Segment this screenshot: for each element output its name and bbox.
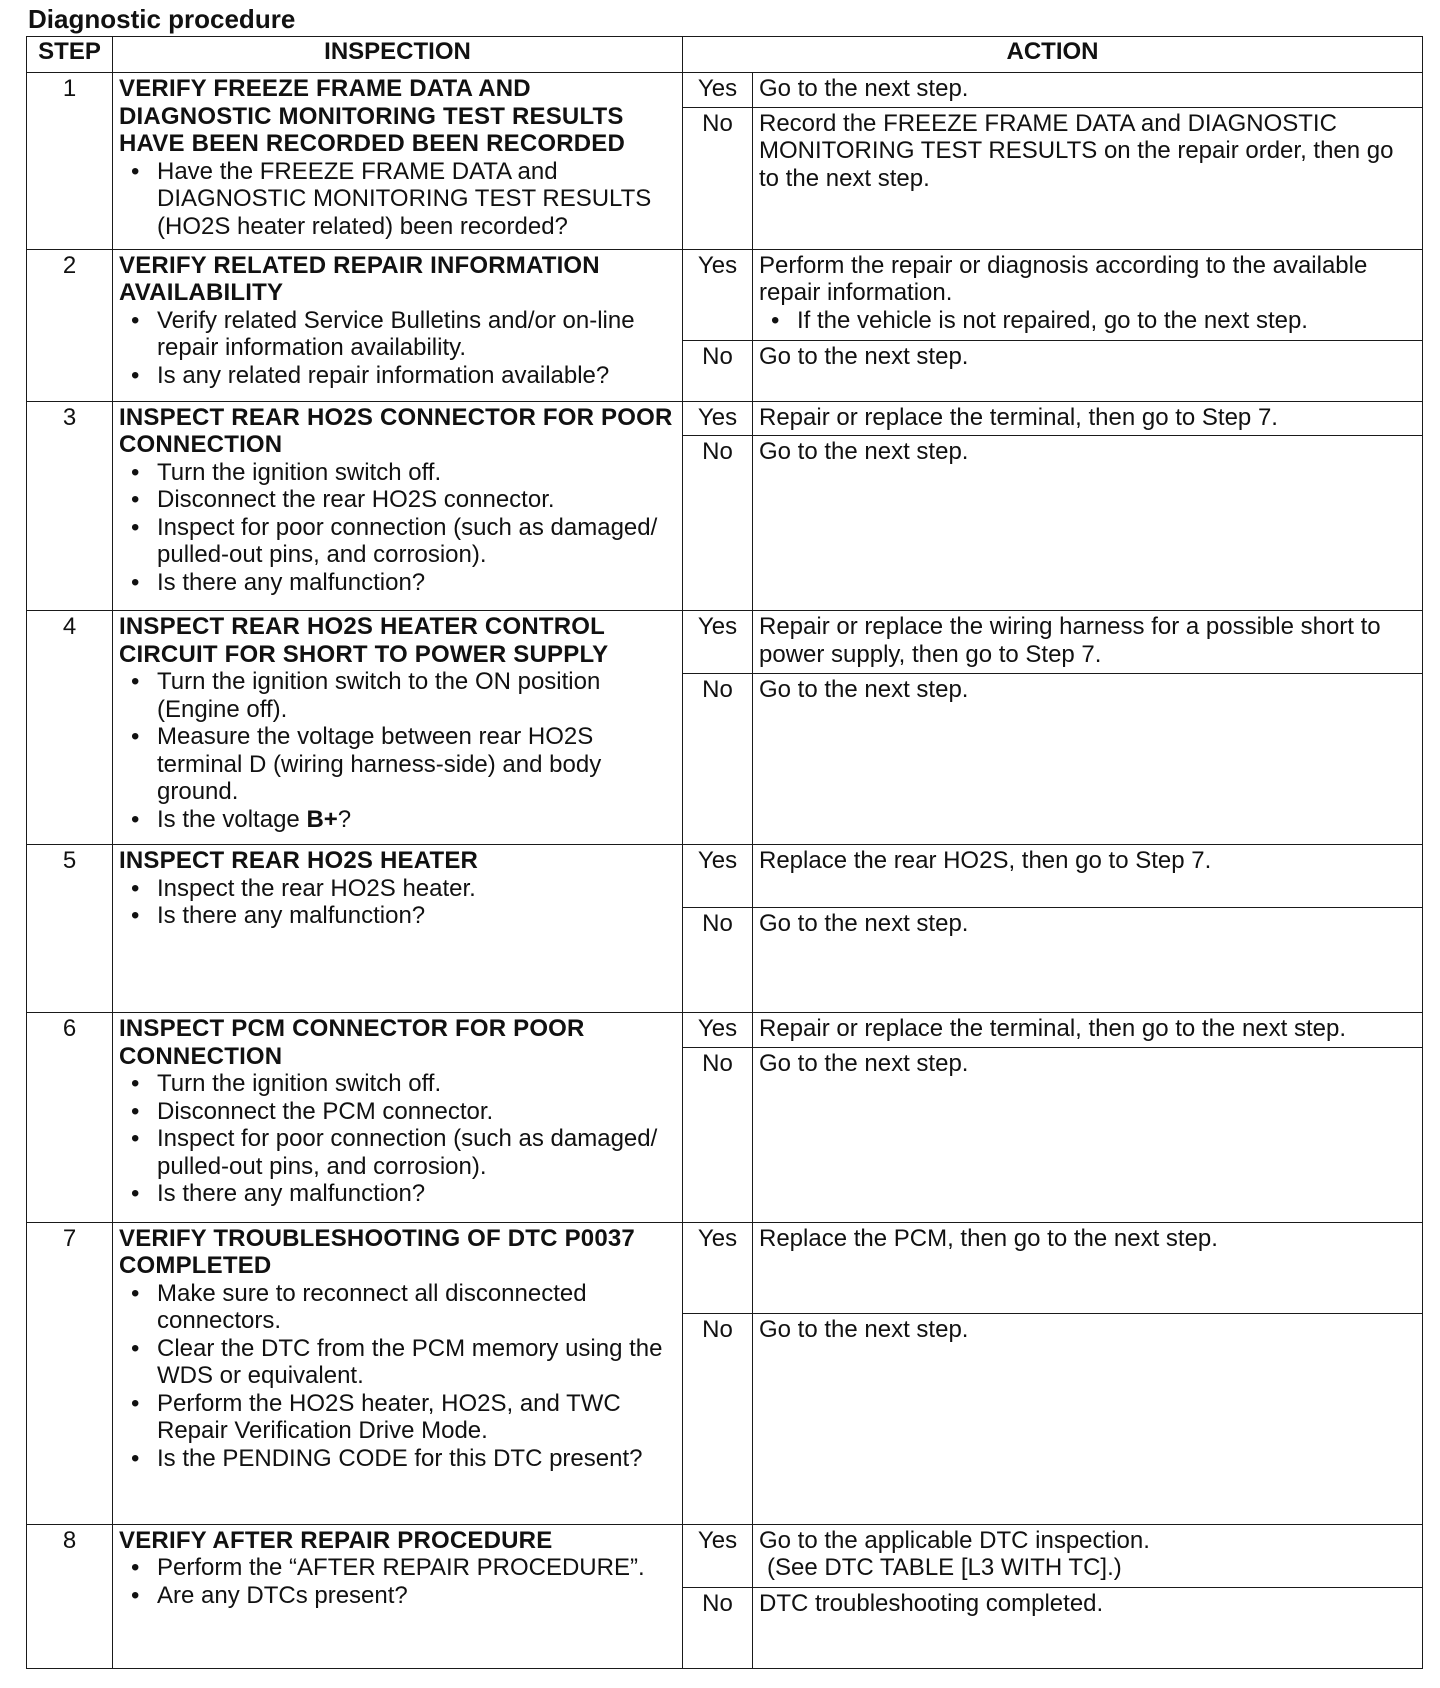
step-number: 8	[27, 1524, 113, 1668]
step-number: 2	[27, 249, 113, 401]
no-action: Go to the next step.	[753, 674, 1423, 845]
inspection-cell	[113, 73, 683, 250]
no-action: Go to the next step.	[753, 1313, 1423, 1524]
inspection-cell	[113, 249, 683, 401]
page-title: Diagnostic procedure	[28, 4, 296, 34]
no-action: Go to the next step.	[753, 436, 1423, 611]
inspection-bullet: • Is there any malfunction?	[119, 902, 676, 930]
table-row	[27, 73, 1423, 108]
inspection-cell	[113, 611, 683, 845]
dtc-table-reference: (See DTC TABLE [L3 WITH TC].)	[767, 1554, 1122, 1581]
step-number: 5	[27, 845, 113, 1013]
inspection-title: VERIFY FREEZE FRAME DATA AND DIAGNOSTIC MONITORING TEST RESULTS HAVE BEEN RECORDED BEEN RECORDED	[119, 75, 626, 157]
inspection-title: VERIFY AFTER REPAIR PROCEDURE	[119, 1526, 553, 1554]
inspection-cell	[113, 1524, 683, 1668]
no-label: No	[683, 340, 753, 401]
yes-action: Replace the rear HO2S, then go to Step 7.	[753, 845, 1423, 908]
inspection-bullet: • Turn the ignition switch off.	[119, 1070, 676, 1098]
yes-action: Go to the next step.	[753, 73, 1423, 108]
inspection-title: INSPECT REAR HO2S CONNECTOR FOR POOR CONNECTION	[119, 403, 673, 458]
inspection-title: INSPECT REAR HO2S HEATER	[119, 847, 479, 874]
bullet-text: Is the voltage	[157, 805, 307, 833]
header-inspection: INSPECTION	[113, 37, 683, 73]
no-action: Record the FREEZE FRAME DATA and DIAGNOSTIC MONITORING TEST RESULTS on the repair order, then go to the next step.	[753, 107, 1423, 249]
yes-label: Yes	[683, 1222, 753, 1313]
inspection-bullet: • Make sure to reconnect all disconnected connectors.	[119, 1280, 676, 1335]
table-header-row	[27, 37, 1423, 73]
inspection-cell	[113, 845, 683, 1013]
inspection-bullet: • Have the FREEZE FRAME DATA and DIAGNOSTIC MONITORING TEST RESULTS (HO2S heater related) been recorded?	[119, 158, 676, 241]
inspection-bullet: • Clear the DTC from the PCM memory using the WDS or equivalent.	[119, 1335, 676, 1390]
inspection-bullet: • Is any related repair information available?	[119, 362, 676, 390]
step-number: 6	[27, 1013, 113, 1223]
diagnostic-procedure-table	[26, 36, 1423, 1669]
inspection-bullet: • Turn the ignition switch off.	[119, 459, 676, 487]
no-label: No	[683, 908, 753, 1013]
header-step: STEP	[27, 37, 113, 73]
table-row	[27, 1013, 1423, 1048]
yes-action-cell	[753, 249, 1423, 340]
inspection-bullet: • Is there any malfunction?	[119, 1180, 676, 1208]
inspection-bullet: • Disconnect the PCM connector.	[119, 1098, 676, 1126]
inspection-bullets	[119, 158, 676, 241]
inspection-bullet	[119, 806, 676, 834]
voltage-value: B+	[306, 805, 338, 833]
yes-action-cell	[753, 1524, 1423, 1587]
inspection-bullets	[119, 307, 676, 390]
inspection-bullet: • Measure the voltage between rear HO2S terminal D (wiring harness-side) and body ground.	[119, 723, 676, 806]
step-number: 7	[27, 1222, 113, 1524]
inspection-bullets	[119, 668, 676, 833]
no-label: No	[683, 436, 753, 611]
yes-label: Yes	[683, 1524, 753, 1587]
no-label: No	[683, 107, 753, 249]
inspection-bullet: • Verify related Service Bulletins and/or on-line repair information availability.	[119, 307, 676, 362]
table-row	[27, 249, 1423, 340]
no-label: No	[683, 674, 753, 845]
yes-label: Yes	[683, 73, 753, 108]
inspection-bullets	[119, 459, 676, 597]
inspection-bullets	[119, 1280, 676, 1473]
step-number: 3	[27, 401, 113, 611]
inspection-bullet: • Perform the HO2S heater, HO2S, and TWC Repair Verification Drive Mode.	[119, 1390, 676, 1445]
inspection-cell	[113, 401, 683, 611]
inspection-title: INSPECT REAR HO2S HEATER CONTROL CIRCUIT FOR SHORT TO POWER SUPPLY	[119, 613, 609, 668]
no-action: DTC troubleshooting completed.	[753, 1587, 1423, 1668]
step-number: 4	[27, 611, 113, 845]
no-action: Go to the next step.	[753, 1047, 1423, 1222]
yes-label: Yes	[683, 1013, 753, 1048]
yes-action: Repair or replace the terminal, then go to Step 7.	[753, 401, 1423, 436]
table-row	[27, 1222, 1423, 1313]
yes-label: Yes	[683, 611, 753, 674]
yes-action: Go to the applicable DTC inspection.	[759, 1526, 1150, 1554]
no-label: No	[683, 1587, 753, 1668]
yes-label: Yes	[683, 249, 753, 340]
inspection-bullet: • Are any DTCs present?	[119, 1582, 676, 1610]
inspection-title: VERIFY RELATED REPAIR INFORMATION AVAILABILITY	[119, 251, 600, 306]
inspection-title: VERIFY TROUBLESHOOTING OF DTC P0037 COMPLETED	[119, 1224, 635, 1279]
inspection-bullet: • Inspect for poor connection (such as damaged/ pulled-out pins, and corrosion).	[119, 1125, 676, 1180]
table-row	[27, 1524, 1423, 1587]
inspection-bullet: • Perform the “AFTER REPAIR PROCEDURE”.	[119, 1554, 676, 1582]
no-label: No	[683, 1047, 753, 1222]
inspection-bullets	[119, 875, 676, 930]
step-number: 1	[27, 73, 113, 250]
inspection-cell	[113, 1013, 683, 1223]
yes-label: Yes	[683, 845, 753, 908]
inspection-title: INSPECT PCM CONNECTOR FOR POOR CONNECTION	[119, 1015, 585, 1070]
bullet-text: ?	[337, 805, 352, 833]
table-row	[27, 845, 1423, 908]
table-row	[27, 611, 1423, 674]
inspection-bullets	[119, 1554, 676, 1609]
no-action: Go to the next step.	[753, 340, 1423, 401]
yes-action: Perform the repair or diagnosis according to the available repair information.	[759, 251, 1368, 306]
no-label: No	[683, 1313, 753, 1524]
inspection-bullet: • Inspect for poor connection (such as damaged/ pulled-out pins, and corrosion).	[119, 514, 676, 569]
inspection-bullets	[119, 1070, 676, 1208]
inspection-bullet: • Turn the ignition switch to the ON position (Engine off).	[119, 668, 676, 723]
yes-action: Repair or replace the wiring harness for a possible short to power supply, then go to Step 7.	[753, 611, 1423, 674]
yes-label: Yes	[683, 401, 753, 436]
inspection-bullet: • Is the PENDING CODE for this DTC present?	[119, 1445, 676, 1473]
header-action: ACTION	[683, 37, 1423, 73]
yes-action: Replace the PCM, then go to the next step.	[753, 1222, 1423, 1313]
yes-action-bullet: • If the vehicle is not repaired, go to the next step.	[759, 307, 1416, 335]
no-action: Go to the next step.	[753, 908, 1423, 1013]
inspection-bullet: • Inspect the rear HO2S heater.	[119, 875, 676, 903]
table-row	[27, 401, 1423, 436]
yes-action: Repair or replace the terminal, then go to the next step.	[753, 1013, 1423, 1048]
inspection-bullet: • Disconnect the rear HO2S connector.	[119, 486, 676, 514]
document-page	[26, 0, 1422, 1669]
inspection-cell	[113, 1222, 683, 1524]
inspection-bullet: • Is there any malfunction?	[119, 569, 676, 597]
